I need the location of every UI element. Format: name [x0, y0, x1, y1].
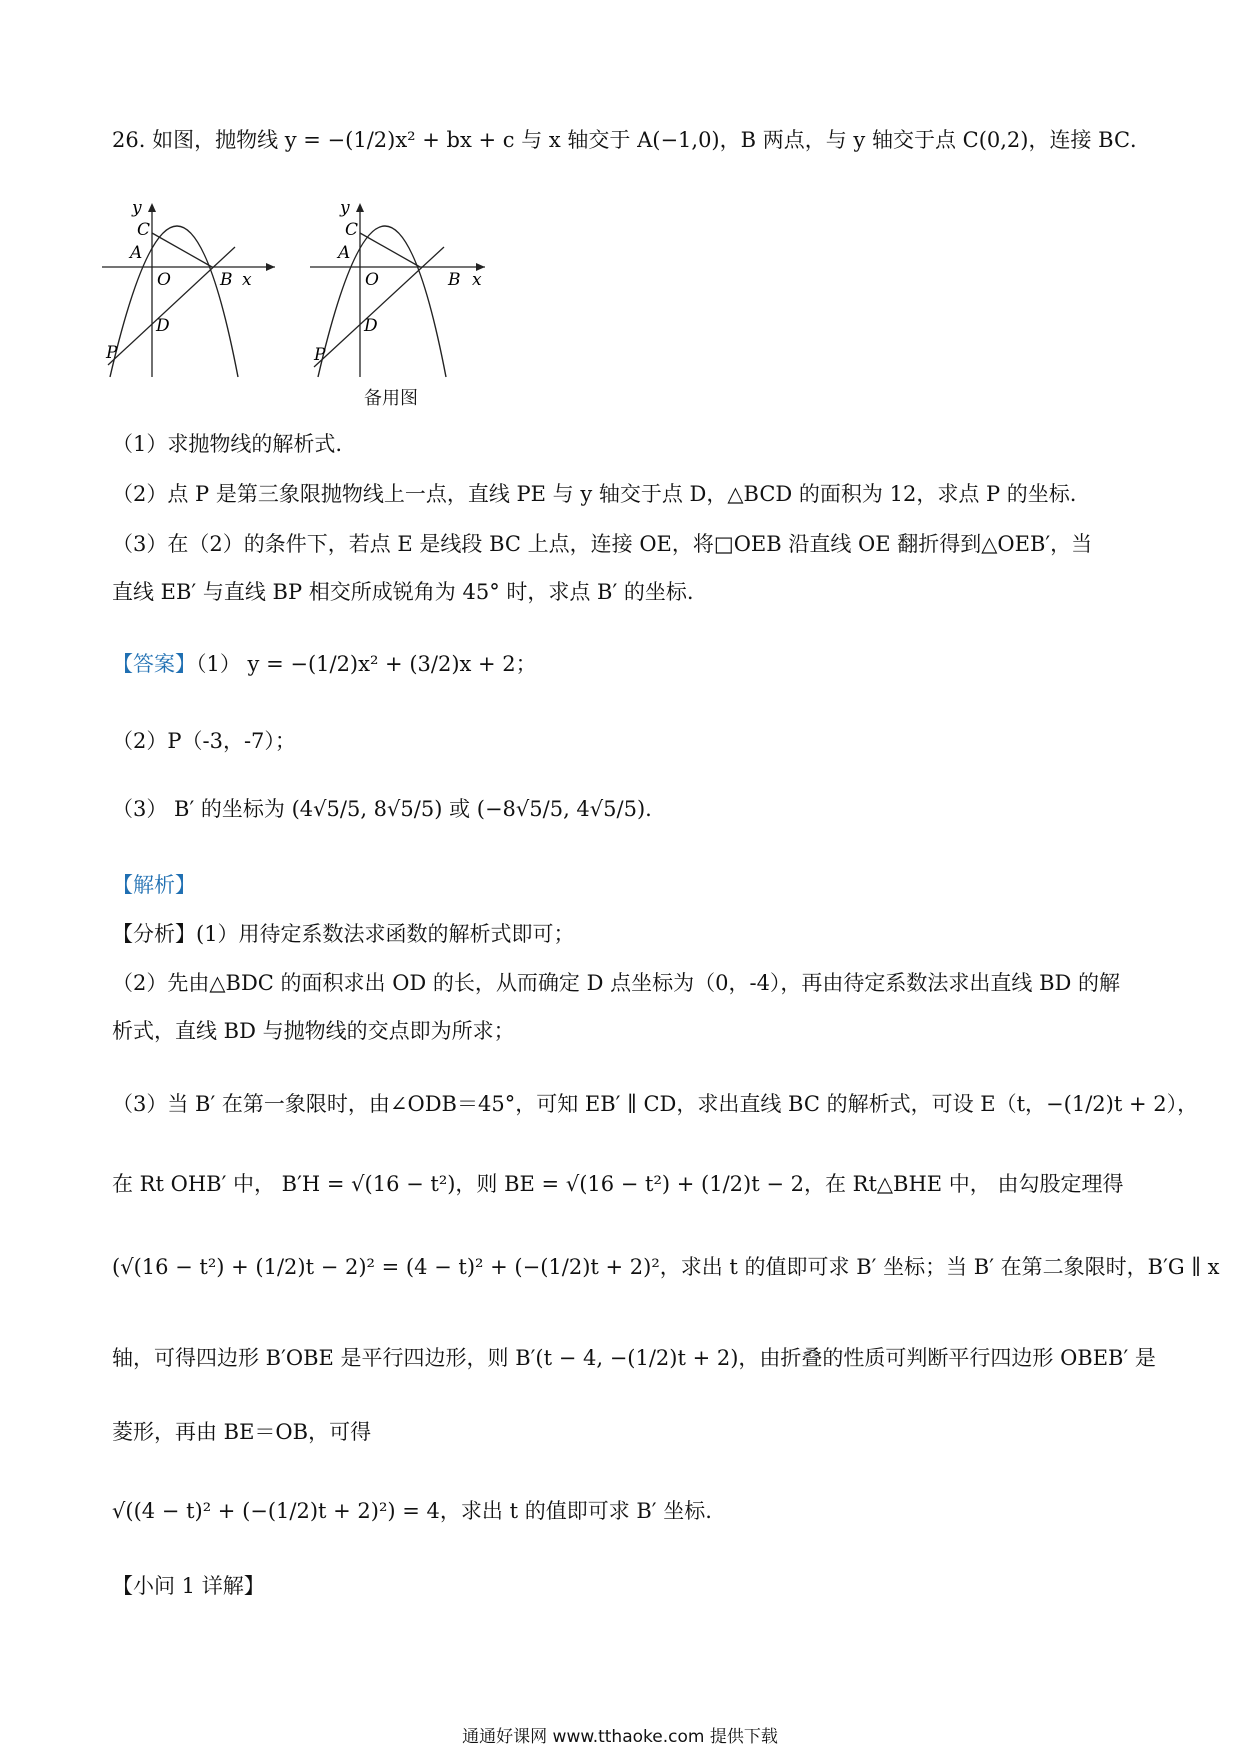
question-part-3b: 直线 EB′ 与直线 BP 相交所成锐角为 45° 时，求点 B′ 的坐标. — [112, 580, 694, 604]
analysis-line-4: （3）当 B′ 在第一象限时，由∠ODB＝45°，可知 EB′ ∥ CD，求出直线 BC 的解析式，可设 E（t，−(1/2)t + 2）， — [112, 1092, 1199, 1116]
analysis-line-10: 【小问 1 详解】 — [112, 1574, 265, 1598]
page-footer: 通通好课网 www.tthaoke.com 提供下载 — [462, 1727, 778, 1747]
parabola-figure-2 — [300, 195, 490, 380]
fig2-label-x: x — [472, 270, 482, 290]
fig2-label-o: O — [365, 270, 379, 290]
fig1-label-b: B — [220, 270, 233, 290]
analysis-line-1: 【分析】(1）用待定系数法求函数的解析式即可； — [112, 922, 575, 946]
fig1-label-d: D — [156, 316, 170, 336]
analysis-line-2: （2）先由△BDC 的面积求出 OD 的长，从而确定 D 点坐标为（0，-4），再由待定系数法求出直线 BD 的解 — [112, 971, 1121, 995]
fig1-label-p: P — [106, 343, 118, 363]
fig1-label-o: O — [157, 270, 171, 290]
answer-3: （3） B′ 的坐标为 (4√5/5, 8√5/5) 或 (−8√5/5, 4√5/5). — [112, 797, 652, 821]
parabola-figure-1 — [100, 195, 280, 380]
fig1-label-x: x — [242, 270, 252, 290]
fig2-label-a: A — [338, 243, 351, 263]
fig1-label-y: y — [132, 198, 142, 218]
fig1-label-c: C — [137, 220, 151, 240]
answer-line-1 — [112, 650, 1180, 678]
fig2-label-d: D — [364, 316, 378, 336]
analysis-tag: 【解析】 — [112, 873, 196, 897]
analysis-line-9: √((4 − t)² + (−(1/2)t + 2)²) = 4，求出 t 的值即可求 B′ 坐标. — [112, 1499, 712, 1523]
analysis-line-5: 在 Rt OHB′ 中， B′H = √(16 − t²)，则 BE = √(16 − t²) + (1/2)t − 2，在 Rt△BHE 中， 由勾股定理得 — [112, 1172, 1124, 1196]
question-part-1: （1）求抛物线的解析式. — [112, 432, 343, 456]
fig1-label-a: A — [130, 243, 143, 263]
answer-1: （1） y = −(1/2)x² + (3/2)x + 2； — [196, 652, 537, 676]
analysis-line-3: 析式，直线 BD 与抛物线的交点即为所求； — [112, 1019, 515, 1043]
figure-caption: 备用图 — [364, 388, 418, 409]
answer-tag: 【答案】 — [112, 652, 196, 676]
fig2-label-p: P — [314, 345, 326, 365]
fig2-label-b: B — [448, 270, 461, 290]
analysis-line-6: (√(16 − t²) + (1/2)t − 2)² = (4 − t)² + (−(1/2)t + 2)²，求出 t 的值即可求 B′ 坐标；当 B′ 在第二象限时，B′G ∥ x — [112, 1255, 1220, 1279]
question-part-2: （2）点 P 是第三象限抛物线上一点，直线 PE 与 y 轴交于点 D，△BCD 的面积为 12，求点 P 的坐标. — [112, 482, 1077, 506]
analysis-line-7: 轴，可得四边形 B′OBE 是平行四边形，则 B′(t − 4, −(1/2)t + 2)，由折叠的性质可判断平行四边形 OBEB′ 是 — [112, 1346, 1156, 1370]
fig2-label-c: C — [345, 220, 359, 240]
answer-2: （2）P（-3，-7）； — [112, 729, 296, 753]
analysis-line-8: 菱形，再由 BE＝OB，可得 — [112, 1420, 372, 1444]
question-part-3a: （3）在（2）的条件下，若点 E 是线段 BC 上点，连接 OE，将□OEB 沿直线 OE 翻折得到△OEB′，当 — [112, 532, 1093, 556]
fig2-label-y: y — [340, 198, 350, 218]
question-stem: 26. 如图，抛物线 y = −(1/2)x² + bx + c 与 x 轴交于 A(−1,0)，B 两点，与 y 轴交于点 C(0,2)，连接 BC． — [112, 128, 1152, 152]
